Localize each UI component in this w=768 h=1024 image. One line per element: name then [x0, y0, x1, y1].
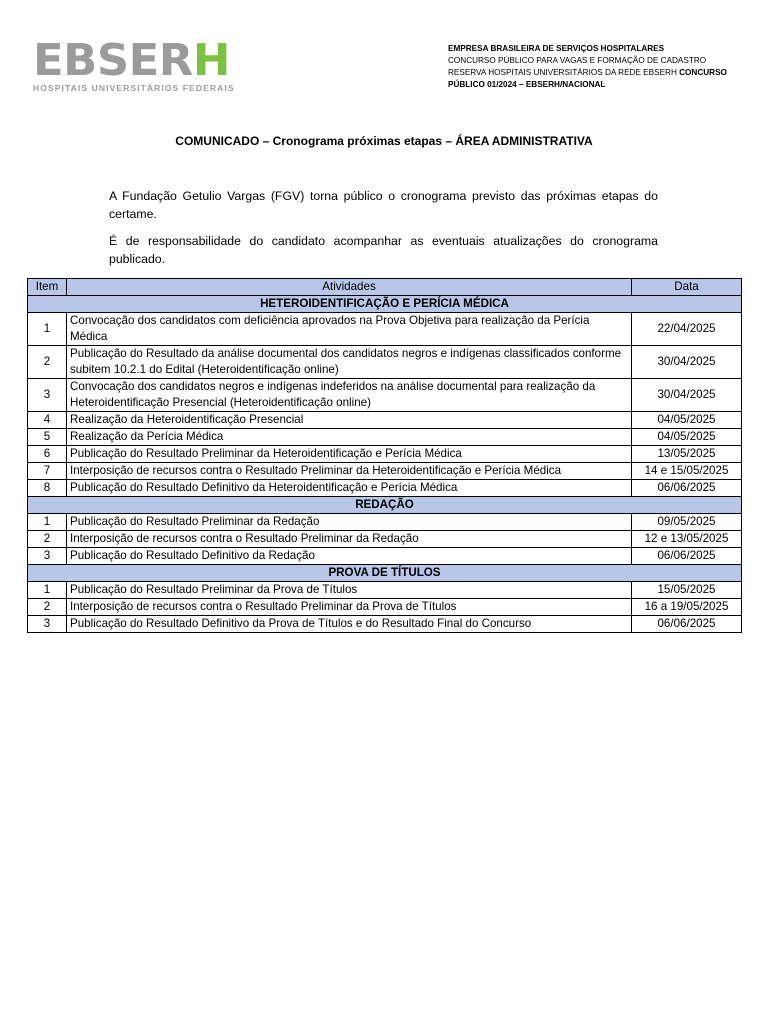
activity-cell: Publicação do Resultado Preliminar da Prova de Títulos [67, 582, 632, 599]
date-cell: 12 e 13/05/2025 [632, 531, 742, 548]
date-cell: 22/04/2025 [632, 313, 742, 346]
table-row [28, 313, 742, 346]
logo-subtitle: HOSPITAIS UNIVERSITÁRIOS FEDERAIS [33, 83, 235, 93]
date-cell: 06/06/2025 [632, 616, 742, 633]
section-title: HETEROIDENTIFICAÇÃO E PERÍCIA MÉDICA [28, 296, 742, 313]
activity-cell: Publicação do Resultado da análise documental dos candidatos negros e indígenas classificados conforme subitem 10.2.1 do Edital (Heteroidentificação online) [67, 346, 632, 379]
activity-cell: Publicação do Resultado Preliminar da Redação [67, 514, 632, 531]
logo-text-accent: H [192, 35, 230, 86]
activity-cell: Interposição de recursos contra o Resultado Preliminar da Prova de Títulos [67, 599, 632, 616]
section-title: PROVA DE TÍTULOS [28, 565, 742, 582]
date-cell: 06/06/2025 [632, 548, 742, 565]
org-line-3-a: RESERVA HOSPITAIS UNIVERSITÁRIOS DA REDE EBSERH [448, 68, 680, 77]
org-line-4: PÚBLICO 01/2024 – EBSERH/NACIONAL [448, 80, 606, 89]
item-cell: 1 [28, 313, 67, 346]
table-row [28, 582, 742, 599]
section-header-row [28, 296, 742, 313]
item-cell: 1 [28, 514, 67, 531]
table-row [28, 412, 742, 429]
item-cell: 7 [28, 463, 67, 480]
table-row [28, 463, 742, 480]
table-row [28, 548, 742, 565]
date-cell: 14 e 15/05/2025 [632, 463, 742, 480]
item-cell: 5 [28, 429, 67, 446]
logo-wordmark [33, 35, 252, 86]
date-cell: 30/04/2025 [632, 346, 742, 379]
date-cell: 09/05/2025 [632, 514, 742, 531]
table-row [28, 480, 742, 497]
date-cell: 04/05/2025 [632, 429, 742, 446]
paragraph-2: É de responsabilidade do candidato acompanhar as eventuais atualizações do cronograma publicado. [109, 234, 658, 266]
paragraph-1: A Fundação Getulio Vargas (FGV) torna público o cronograma previsto das próximas etapas do certame. [109, 189, 658, 221]
logo-text-main: EBSER [33, 35, 193, 86]
activity-cell: Realização da Perícia Médica [67, 429, 632, 446]
ebserh-logo [33, 35, 248, 93]
table-body [28, 296, 742, 633]
item-cell: 2 [28, 346, 67, 379]
table-row [28, 616, 742, 633]
table-row [28, 379, 742, 412]
date-cell: 15/05/2025 [632, 582, 742, 599]
organization-header [448, 43, 748, 91]
table-row [28, 346, 742, 379]
header-item: Item [28, 279, 67, 296]
org-line-3-b: CONCURSO [679, 68, 727, 77]
table-row [28, 514, 742, 531]
table-row [28, 531, 742, 548]
header-activity: Atividades [67, 279, 632, 296]
activity-cell: Convocação dos candidatos negros e indígenas indeferidos na análise documental para realização da Heteroidentificação Presencial (Heteroidentificação online) [67, 379, 632, 412]
table-row [28, 446, 742, 463]
item-cell: 1 [28, 582, 67, 599]
org-line-2: CONCURSO PÚBLICO PARA VAGAS E FORMAÇÃO DE CADASTRO [448, 56, 707, 65]
table-header-row [28, 279, 742, 296]
activity-cell: Publicação do Resultado Preliminar da Heteroidentificação e Perícia Médica [67, 446, 632, 463]
item-cell: 4 [28, 412, 67, 429]
table-row [28, 599, 742, 616]
section-header-row [28, 497, 742, 514]
activity-cell: Convocação dos candidatos com deficiência aprovados na Prova Objetiva para realização da Perícia Médica [67, 313, 632, 346]
item-cell: 2 [28, 599, 67, 616]
date-cell: 30/04/2025 [632, 379, 742, 412]
activity-cell: Realização da Heteroidentificação Presencial [67, 412, 632, 429]
item-cell: 3 [28, 616, 67, 633]
item-cell: 6 [28, 446, 67, 463]
date-cell: 16 a 19/05/2025 [632, 599, 742, 616]
table-row [28, 429, 742, 446]
activity-cell: Publicação do Resultado Definitivo da Heteroidentificação e Perícia Médica [67, 480, 632, 497]
activity-cell: Interposição de recursos contra o Resultado Preliminar da Heteroidentificação e Perícia Médica [67, 463, 632, 480]
org-line-3 [448, 67, 748, 79]
org-line-1: EMPRESA BRASILEIRA DE SERVIÇOS HOSPITALARES [448, 44, 665, 53]
activity-cell: Publicação do Resultado Definitivo da Prova de Títulos e do Resultado Final do Concurso [67, 616, 632, 633]
item-cell: 3 [28, 548, 67, 565]
item-cell: 3 [28, 379, 67, 412]
date-cell: 06/06/2025 [632, 480, 742, 497]
section-title: REDAÇÃO [28, 497, 742, 514]
activity-cell: Interposição de recursos contra o Resultado Preliminar da Redação [67, 531, 632, 548]
date-cell: 13/05/2025 [632, 446, 742, 463]
section-header-row [28, 565, 742, 582]
date-cell: 04/05/2025 [632, 412, 742, 429]
item-cell: 8 [28, 480, 67, 497]
item-cell: 2 [28, 531, 67, 548]
document-title: COMUNICADO – Cronograma próximas etapas – ÁREA ADMINISTRATIVA [175, 134, 593, 148]
header-date: Data [632, 279, 742, 296]
schedule-table [27, 278, 742, 633]
activity-cell: Publicação do Resultado Definitivo da Redação [67, 548, 632, 565]
